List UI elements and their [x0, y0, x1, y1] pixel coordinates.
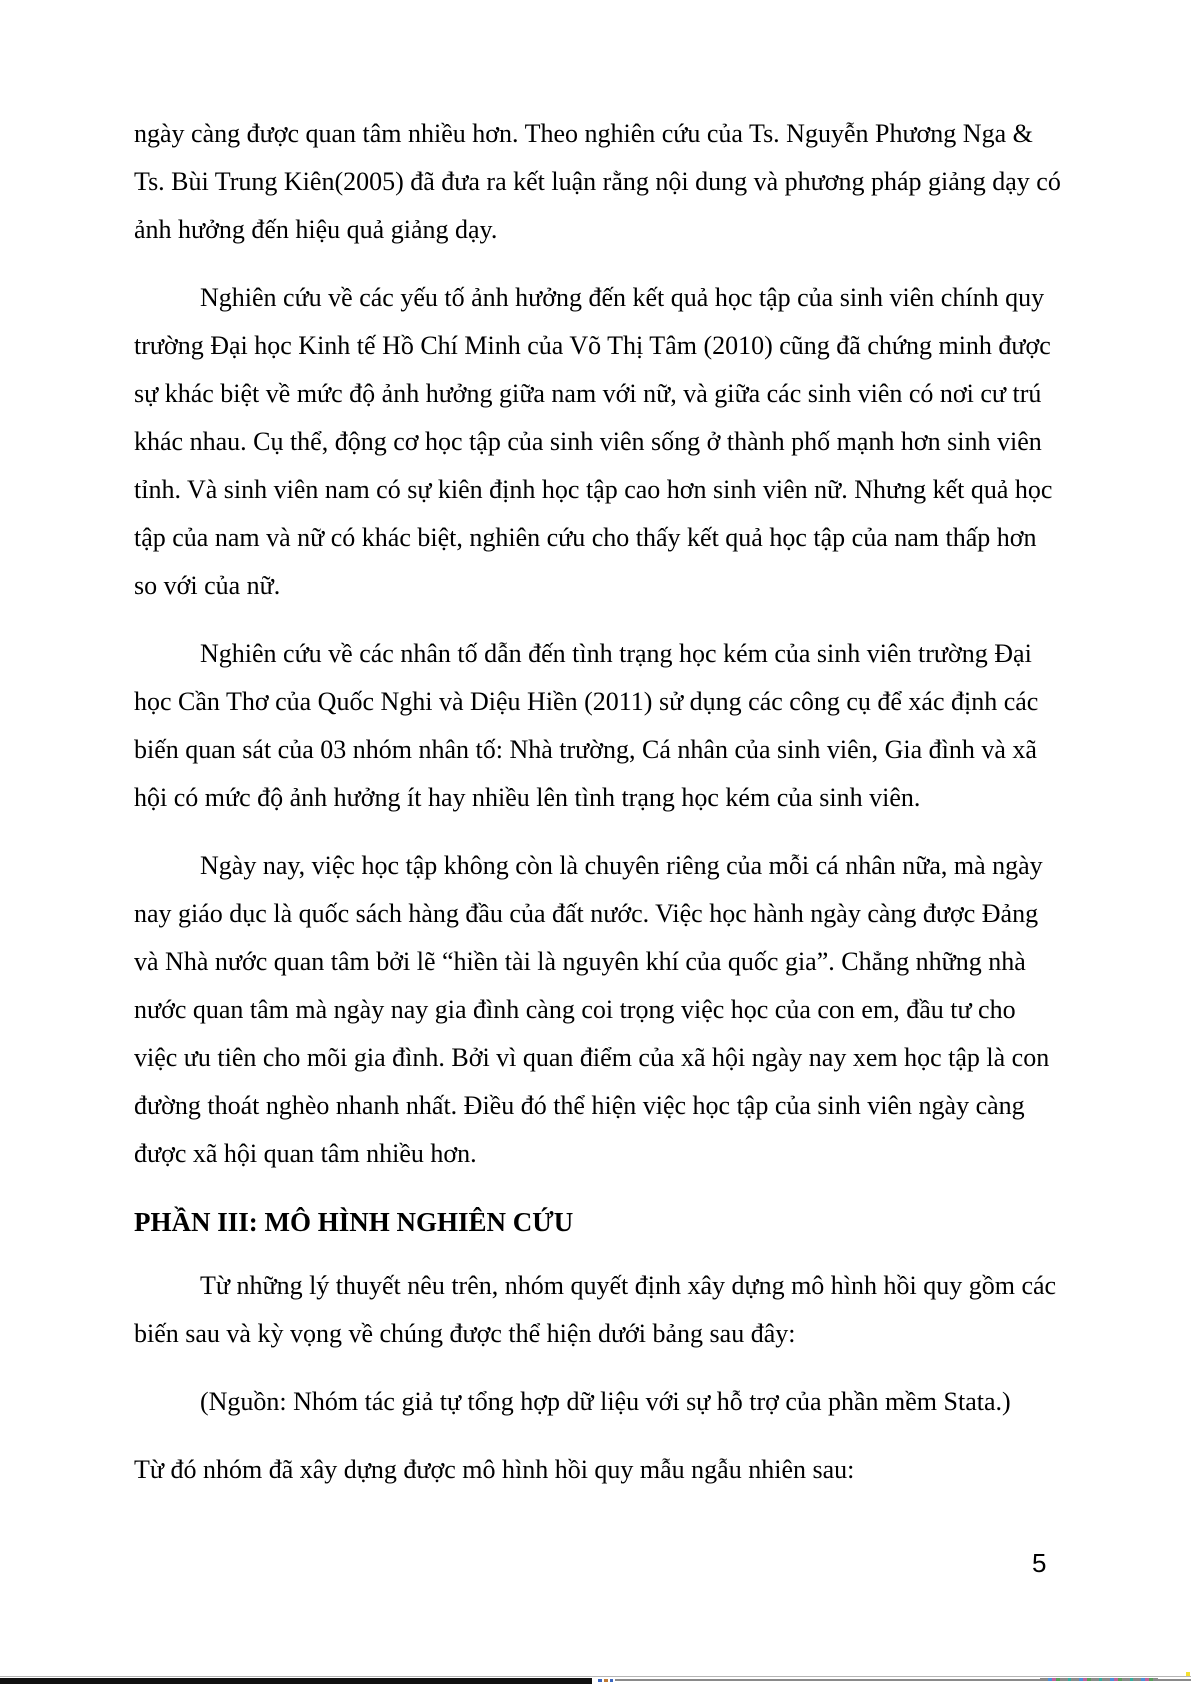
window-edge-hairline	[0, 1676, 1191, 1677]
pixel-artifact	[610, 1679, 613, 1682]
pixel-artifact-strip	[1040, 1678, 1158, 1681]
horizontal-scrollbar-thumb[interactable]	[0, 1678, 592, 1684]
paragraph-education-importance: Ngày nay, việc học tập không còn là chuyên riêng của mỗi cá nhân nữa, mà ngày nay giáo dục là quốc sách hàng đầu của đất nước. Việc học hành ngày càng được Đảng và Nhà nước quan tâm bởi lẽ “hiền tài là nguyên khí của quốc gia”. Chẳng những nhà nước quan tâm mà ngày nay gia đình càng coi trọng việc học của con em, đầu tư cho việc ưu tiên cho mõi gia đình. Bởi vì quan điểm của xã hội ngày nay xem học tập là con đường thoát nghèo nhanh nhất. Điều đó thể hiện việc học tập của sinh viên ngày càng được xã hội quan tâm nhiều hơn.	[134, 851, 1050, 1168]
paragraph-model-statement: Từ đó nhóm đã xây dựng được mô hình hồi quy mẫu ngẫu nhiên sau:	[134, 1455, 855, 1484]
paragraph-vo-thi-tam-study: Nghiên cứu về các yếu tố ảnh hưởng đến kết quả học tập của sinh viên chính quy trường Đại học Kinh tế Hồ Chí Minh của Võ Thị Tâm (2010) cũng đã chứng minh được sự khác biệt về mức độ ảnh hưởng giữa nam với nữ, và giữa các sinh viên có nơi cư trú khác nhau. Cụ thể, động cơ học tập của sinh viên sống ở thành phố mạnh hơn sinh viên tỉnh. Và sinh viên nam có sự kiên định học tập cao hơn sinh viên nữ. Nhưng kết quả học tập của nam và nữ có khác biệt, nghiên cứu cho thấy kết quả học tập của nam thấp hơn so với của nữ.	[134, 283, 1053, 600]
paragraph-model-intro: Từ những lý thuyết nêu trên, nhóm quyết định xây dựng mô hình hồi quy gồm các biến sau và kỳ vọng về chúng được thể hiện dưới bảng sau đây:	[134, 1271, 1057, 1348]
paragraph-teaching-quality-continuation: ngày càng được quan tâm nhiều hơn. Theo nghiên cứu của Ts. Nguyễn Phương Nga & Ts. Bùi Trung Kiên(2005) đã đưa ra kết luận rằng nội dung và phương pháp giảng dạy có ảnh hưởng đến hiệu quả giảng dạy.	[134, 119, 1061, 244]
paragraph-can-tho-study: Nghiên cứu về các nhân tố dẫn đến tình trạng học kém của sinh viên trường Đại học Cần Thơ của Quốc Nghi và Diệu Hiền (2011) sử dụng các công cụ để xác định các biến quan sát của 03 nhóm nhân tố: Nhà trường, Cá nhân của sinh viên, Gia đình và xã hội có mức độ ảnh hưởng ít hay nhiều lên tình trạng học kém của sinh viên.	[134, 639, 1039, 812]
pixel-artifact	[1186, 1672, 1190, 1676]
pixel-artifact	[604, 1679, 608, 1682]
page-number: 5	[1032, 1548, 1047, 1578]
source-note: (Nguồn: Nhóm tác giả tự tổng hợp dữ liệu với sự hỗ trợ của phần mềm Stata.)	[200, 1387, 1011, 1416]
section-heading-part-3: PHẦN III: MÔ HÌNH NGHIÊN CỨU	[134, 1207, 574, 1237]
pixel-artifact	[598, 1679, 602, 1682]
